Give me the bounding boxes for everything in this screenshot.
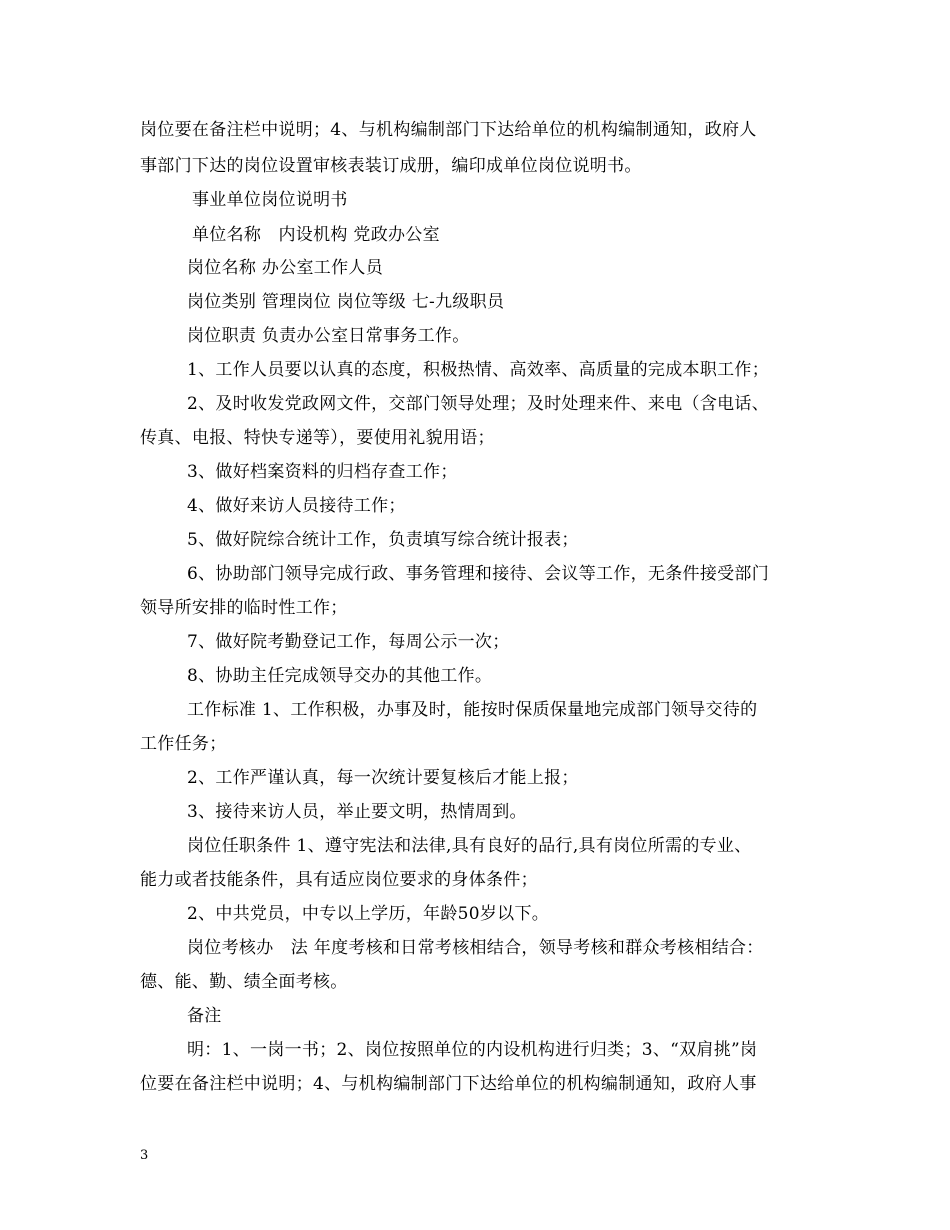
page-number: 3 (140, 1148, 149, 1163)
text-line: 8、协助主任完成领导交办的其他工作。 (187, 666, 493, 686)
text-line: 5、做好院综合统计工作，负责填写综合统计报表； (187, 530, 579, 550)
text-line: 工作标准 1、工作积极，办事及时，能按时保质保量地完成部门领导交待的 (187, 700, 758, 720)
text-line: 岗位类别 管理岗位 岗位等级 七-九级职员 (187, 292, 505, 312)
text-line: 6、协助部门领导完成行政、事务管理和接待、会议等工作，无条件接受部门 (187, 564, 770, 584)
section-title: 事业单位岗位说明书 (192, 190, 348, 210)
text-line: 能力或者技能条件，具有适应岗位要求的身体条件； (140, 870, 538, 890)
text-line: 领导所安排的临时性工作； (140, 598, 348, 618)
text-line: 岗位要在备注栏中说明；4、与机构编制部门下达给单位的机构编制通知，政府人 (140, 120, 757, 140)
text-line: 传真、电报、特快专递等），要使用礼貌用语； (140, 428, 495, 448)
text-line: 岗位职责 负责办公室日常事务工作。 (187, 326, 470, 346)
text-line: 3、接待来访人员，举止要文明，热情周到。 (187, 802, 527, 822)
text-line: 岗位考核办 法 年度考核和日常考核相结合，领导考核和群众考核相结合： (187, 938, 764, 958)
text-line: 工作任务； (140, 734, 227, 754)
text-line: 单位名称 内设机构 党政办公室 (192, 225, 440, 245)
text-line: 4、做好来访人员接待工作； (187, 496, 406, 516)
text-line: 1、工作人员要以认真的态度，积极热情、高效率、高质量的完成本职工作； (187, 360, 770, 380)
text-line: 7、做好院考勤登记工作，每周公示一次； (187, 632, 510, 652)
text-line: 德、能、勤、绩全面考核。 (140, 972, 348, 992)
text-line: 岗位任职条件 1、遵守宪法和法律,具有良好的品行,具有岗位所需的专业、 (187, 836, 752, 856)
text-line: 备注 (187, 1006, 222, 1026)
text-line: 2、中共党员，中专以上学历，年龄50岁以下。 (187, 904, 550, 924)
text-line: 2、及时收发党政网文件，交部门领导处理；及时处理来件、来电（含电话、 (187, 394, 770, 414)
text-line: 位要在备注栏中说明；4、与机构编制部门下达给单位的机构编制通知，政府人事 (140, 1074, 757, 1094)
text-line: 2、工作严谨认真，每一次统计要复核后才能上报； (187, 768, 579, 788)
text-line: 岗位名称 办公室工作人员 (187, 258, 384, 278)
text-line: 3、做好档案资料的归档存查工作； (187, 462, 458, 482)
text-line: 明：1、一岗一书；2、岗位按照单位的内设机构进行归类；3、“双肩挑”岗 (187, 1040, 758, 1060)
text-line: 事部门下达的岗位设置审核表装订成册，编印成单位岗位说明书。 (140, 156, 642, 176)
